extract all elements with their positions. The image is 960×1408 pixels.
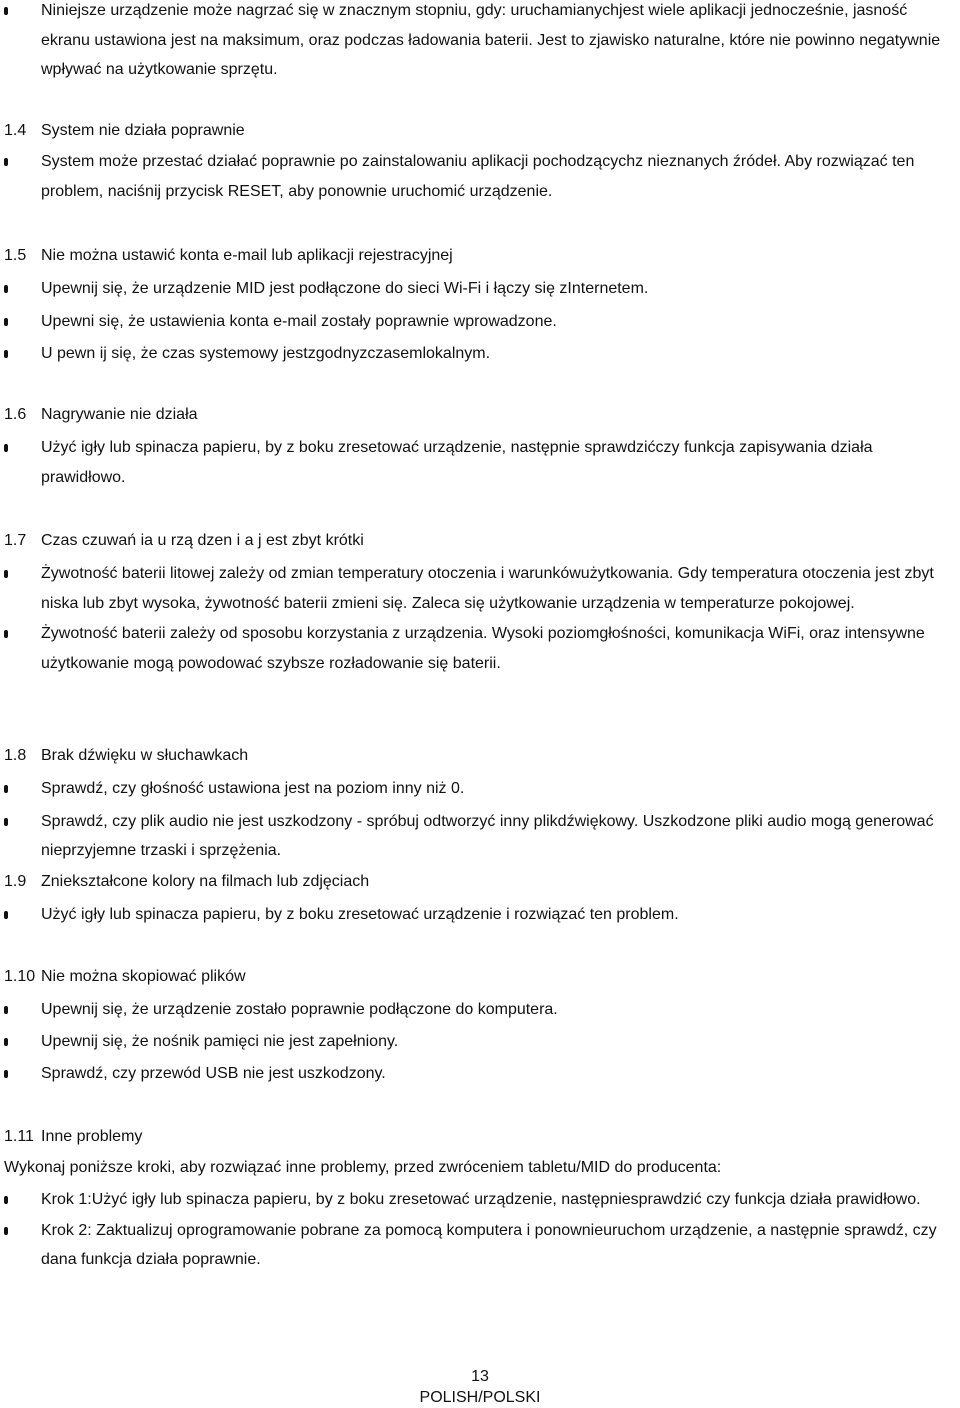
list-item-text: Niniejsze urządzenie może nagrzać się w znacznym stopniu, gdy: uruchamianychjest wiele aplikacji jednocześnie, jasność ekranu ustawiona jest na maksimum, oraz podczas ładowania baterii. Jest to zjawisko naturalne, które nie powinno negatywnie wpływać na użytkowanie sprzętu. <box>41 2 941 79</box>
section-number: 1.6 <box>4 406 27 423</box>
bullet-icon <box>4 318 8 326</box>
section-number: 1.8 <box>4 747 27 764</box>
section-title: Nagrywanie nie działa <box>41 406 198 423</box>
list-item <box>0 433 960 492</box>
bullet-icon <box>4 818 8 826</box>
section-number: 1.7 <box>4 532 27 549</box>
section-number: 1.5 <box>4 247 27 264</box>
list-item-text: Upewnij się, że nośnik pamięci nie jest zapełniony. <box>41 1032 399 1050</box>
bullet-icon <box>4 911 8 919</box>
bullet-icon <box>4 570 8 578</box>
section-1-7 <box>0 527 960 679</box>
section-title: Nie można ustawić konta e-mail lub aplikacji rejestracyjnej <box>41 247 453 264</box>
list-item <box>0 774 960 804</box>
list-item <box>0 147 960 206</box>
list-item <box>0 1216 960 1275</box>
list-item <box>0 274 960 304</box>
bullet-icon <box>4 630 8 638</box>
section-heading <box>0 742 960 770</box>
section-title: System nie działa poprawnie <box>41 122 245 139</box>
list-item-text: Żywotność baterii zależy od sposobu korzystania z urządzenia. Wysoki poziomgłośności, komunikacja WiFi, oraz intensywne użytkowanie mogą powodować szybsze rozładowanie się baterii. <box>41 625 925 673</box>
section-heading <box>0 527 960 555</box>
bullet-icon <box>4 7 8 15</box>
bullet-icon <box>4 158 8 166</box>
section-number: 1.10 <box>4 968 36 985</box>
list-item <box>0 900 960 930</box>
section-heading <box>0 868 960 896</box>
section-heading <box>0 401 960 429</box>
list-item-text: Upewni się, że ustawienia konta e-mail zostały poprawnie wprowadzone. <box>41 312 557 330</box>
list-item <box>0 1185 960 1215</box>
list-item-text: Żywotność baterii litowej zależy od zmian temperatury otoczenia i warunkówużytkowania. Gdy temperatura otoczenia jest zbyt niska lub zbyt wysoka, żywotność baterii zmieni się. Zaleca się użytkowanie urządzenia w temperaturze pokojowej. <box>41 565 934 612</box>
list-item <box>0 619 960 678</box>
list-item <box>0 559 960 618</box>
list-item-text: Krok 2: Zaktualizuj oprogramowanie pobrane za pomocą komputera i ponownieuruchom urządzenie, a następnie sprawdź, czy dana funkcja działa poprawnie. <box>41 1221 937 1269</box>
list-item <box>0 807 960 866</box>
list-item-text: Sprawdź, czy przewód USB nie jest uszkodzony. <box>41 1065 386 1083</box>
bullet-icon <box>4 1196 8 1204</box>
footer-language: POLISH/POLSKI <box>419 1389 541 1406</box>
bullet-icon <box>4 785 8 793</box>
intro-block <box>0 0 960 85</box>
list-item-text: System może przestać działać poprawnie po zainstalowaniu aplikacji pochodzącychz nieznanych źródeł. Aby rozwiązać ten problem, naciśnij przycisk RESET, aby ponownie uruchomić urządzenie. <box>41 153 915 200</box>
bullet-icon <box>4 444 8 452</box>
page-number: 13 <box>471 1368 489 1385</box>
bullet-icon <box>4 1227 8 1235</box>
section-1-9 <box>0 868 960 930</box>
list-item <box>0 1027 960 1057</box>
list-item-text: Użyć igły lub spinacza papieru, by z boku zresetować urządzenie i rozwiązać ten problem. <box>41 906 679 923</box>
list-item-text: Użyć igły lub spinacza papieru, by z boku zresetować urządzenie, następnie sprawdzićczy funkcja zapisywania działa prawidłowo. <box>41 439 873 486</box>
bullet-icon <box>4 1006 8 1014</box>
section-1-4 <box>0 117 960 206</box>
section-1-6 <box>0 401 960 492</box>
bullet-icon <box>4 1038 8 1046</box>
section-number: 1.9 <box>4 873 27 890</box>
bullet-icon <box>4 285 8 293</box>
list-item-text: Krok 1:Użyć igły lub spinacza papieru, by z boku zresetować urządzenie, następniesprawdzić czy funkcja działa prawidłowo. <box>41 1191 921 1208</box>
list-item-text: Upewnij się, że urządzenie zostało poprawnie podłączone do komputera. <box>41 1001 558 1018</box>
section-1-5 <box>0 242 960 369</box>
section-heading <box>0 963 960 991</box>
section-number: 1.11 <box>4 1128 34 1145</box>
section-1-11 <box>0 1123 960 1275</box>
section-number: 1.4 <box>4 122 27 139</box>
list-item-text: Sprawdź, czy głośność ustawiona jest na poziom inny niż 0. <box>41 780 465 797</box>
section-title: Nie można skopiować plików <box>41 968 246 985</box>
section-title: Inne problemy <box>41 1128 143 1145</box>
list-item <box>0 0 960 85</box>
section-title: Zniekształcone kolory na filmach lub zdjęciach <box>41 873 370 890</box>
list-item-text: U pewn ij się, że czas systemowy jestzgodnyzczasemlokalnym. <box>41 345 491 363</box>
section-title: Czas czuwań ia u rzą dzen i a j est zbyt krótki <box>41 532 364 549</box>
bullet-icon <box>4 1070 8 1078</box>
list-item-text: Upewnij się, że urządzenie MID jest podłączone do sieci Wi-Fi i łączy się zInternetem. <box>41 280 649 297</box>
section-1-10 <box>0 963 960 1089</box>
list-item <box>0 339 960 369</box>
list-item <box>0 1059 960 1089</box>
section-heading <box>0 242 960 270</box>
list-item <box>0 995 960 1025</box>
section-heading <box>0 117 960 145</box>
section-title: Brak dźwięku w słuchawkach <box>41 747 249 764</box>
list-item <box>0 307 960 337</box>
section-intro: Wykonaj poniższe kroki, aby rozwiązać inne problemy, przed zwróceniem tabletu/MID do producenta: <box>4 1159 722 1176</box>
section-1-8 <box>0 742 960 866</box>
list-item-text: Sprawdź, czy plik audio nie jest uszkodzony - spróbuj odtworzyć inny plikdźwiękowy. Uszkodzone pliki audio mogą generować nieprzyjemne trzaski i sprzężenia. <box>41 812 934 860</box>
section-heading <box>0 1123 960 1151</box>
bullet-icon <box>4 350 8 358</box>
